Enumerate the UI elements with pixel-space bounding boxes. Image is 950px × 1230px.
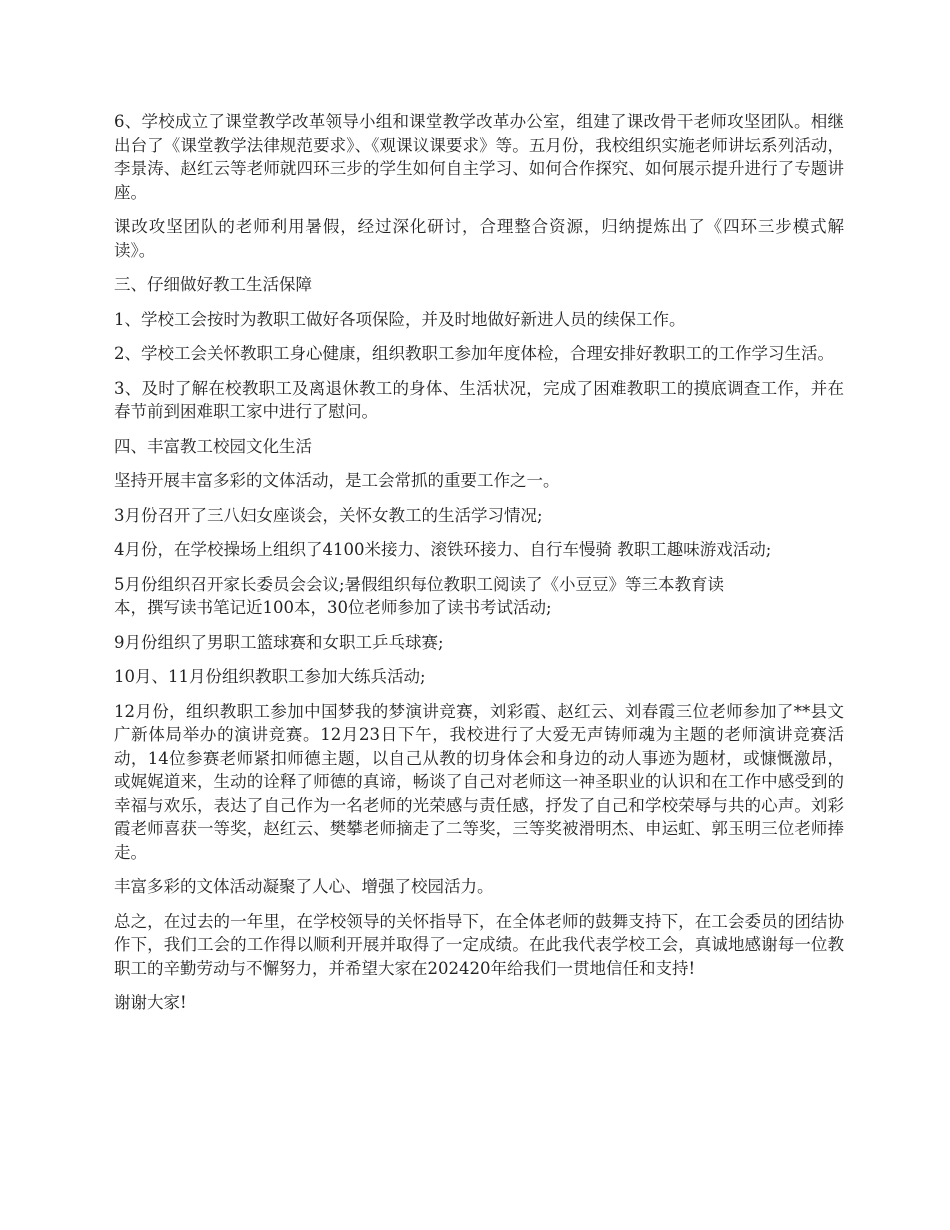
paragraph-december: 12月份，组织教职工参加中国梦我的梦演讲竞赛，刘彩霞、赵红云、刘春霞三位老师参加了**县文广新体局举办的演讲竞赛。12月23日下午，我校进行了大爱无声铸师魂为主题的老师演讲竞赛活动，14位参赛老师紧扣师德主题，以自己从教的切身体会和身边的动人事迹为题材，或慷慨激昂，或娓娓道来，生动的诠释了师德的真谛，畅谈了自己对老师这一神圣职业的认识和在工作中感受到的幸福与欢乐，表达了自己作为一名老师的光荣感与责任感，抒发了自己和学校荣辱与共的心声。刘彩霞老师喜获一等奖，赵红云、樊攀老师摘走了二等奖，三等奖被滑明杰、申运虹、郭玉明三位老师捧走。 [114,701,844,862]
paragraph-insurance: 1、学校工会按时为教职工做好各项保险，并及时地做好新进人员的续保工作。 [114,309,686,329]
paragraph-course-reform-team: 6、学校成立了课堂教学改革领导小组和课堂教学改革办公室，组建了课改骨干老师攻坚团队。相继出台了《课堂教学法律规范要求》、《观课议课要求》等。五月份，我校组织实施老师讲坛系列活动，李景涛、赵红云等老师就四环三步的学生如何自主学习、如何合作探究、如何展示提升进行了专题讲座。 [114,112,844,202]
paragraph-march: 3月份召开了三八妇女座谈会，关怀女教工的生活学习情况; [114,505,543,525]
paragraph-activities-intro: 坚持开展丰富多彩的文体活动，是工会常抓的重要工作之一。 [114,471,560,490]
paragraph-health-checkup: 2、学校工会关怀教职工身心健康，组织教职工参加年度体检，合理安排好教职工的工作学习生活。 [114,344,834,363]
paragraph-activities-summary: 丰富多彩的文体活动凝聚了人心、增强了校园活力。 [114,877,494,896]
paragraph-may: 5月份组织召开家长委员会会议;暑假组织每位教职工阅读了《小豆豆》等三本教育读 本，撰写读书笔记近100本，30位老师参加了读书考试活动; [114,574,725,617]
paragraph-thanks: 谢谢大家! [114,993,187,1012]
section-heading-welfare: 三、仔细做好教工生活保障 [114,275,312,294]
paragraph-conclusion: 总之，在过去的一年里，在学校领导的关怀指导下，在全体老师的鼓舞支持下，在工会委员的团结协作下，我们工会的工作得以顺利开展并取得了一定成绩。在此我代表学校工会，真诚地感谢每一位教职工的辛勤劳动与不懈努力，并希望大家在202420年给我们一贯地信任和支持! [114,911,844,978]
paragraph-visit-retirees: 3、及时了解在校教职工及离退休教工的身体、生活状况，完成了困难教职工的摸底调查工作，并在春节前到困难职工家中进行了慰问。 [114,378,844,421]
paragraph-october-november: 10月、11月份组织教职工参加大练兵活动; [114,667,426,686]
document-body [114,110,844,1026]
paragraph-september: 9月份组织了男职工篮球赛和女职工乒乓球赛; [114,632,444,652]
paragraph-april: 4月份，在学校操场上组织了4100米接力、滚铁环接力、自行车慢骑 教职工趣味游戏活动; [114,540,772,559]
paragraph-summer-research: 课改攻坚团队的老师利用暑假，经过深化研讨，合理整合资源，归纳提炼出了《四环三步模式解读》。 [114,217,844,260]
section-heading-culture: 四、丰富教工校园文化生活 [114,436,312,456]
